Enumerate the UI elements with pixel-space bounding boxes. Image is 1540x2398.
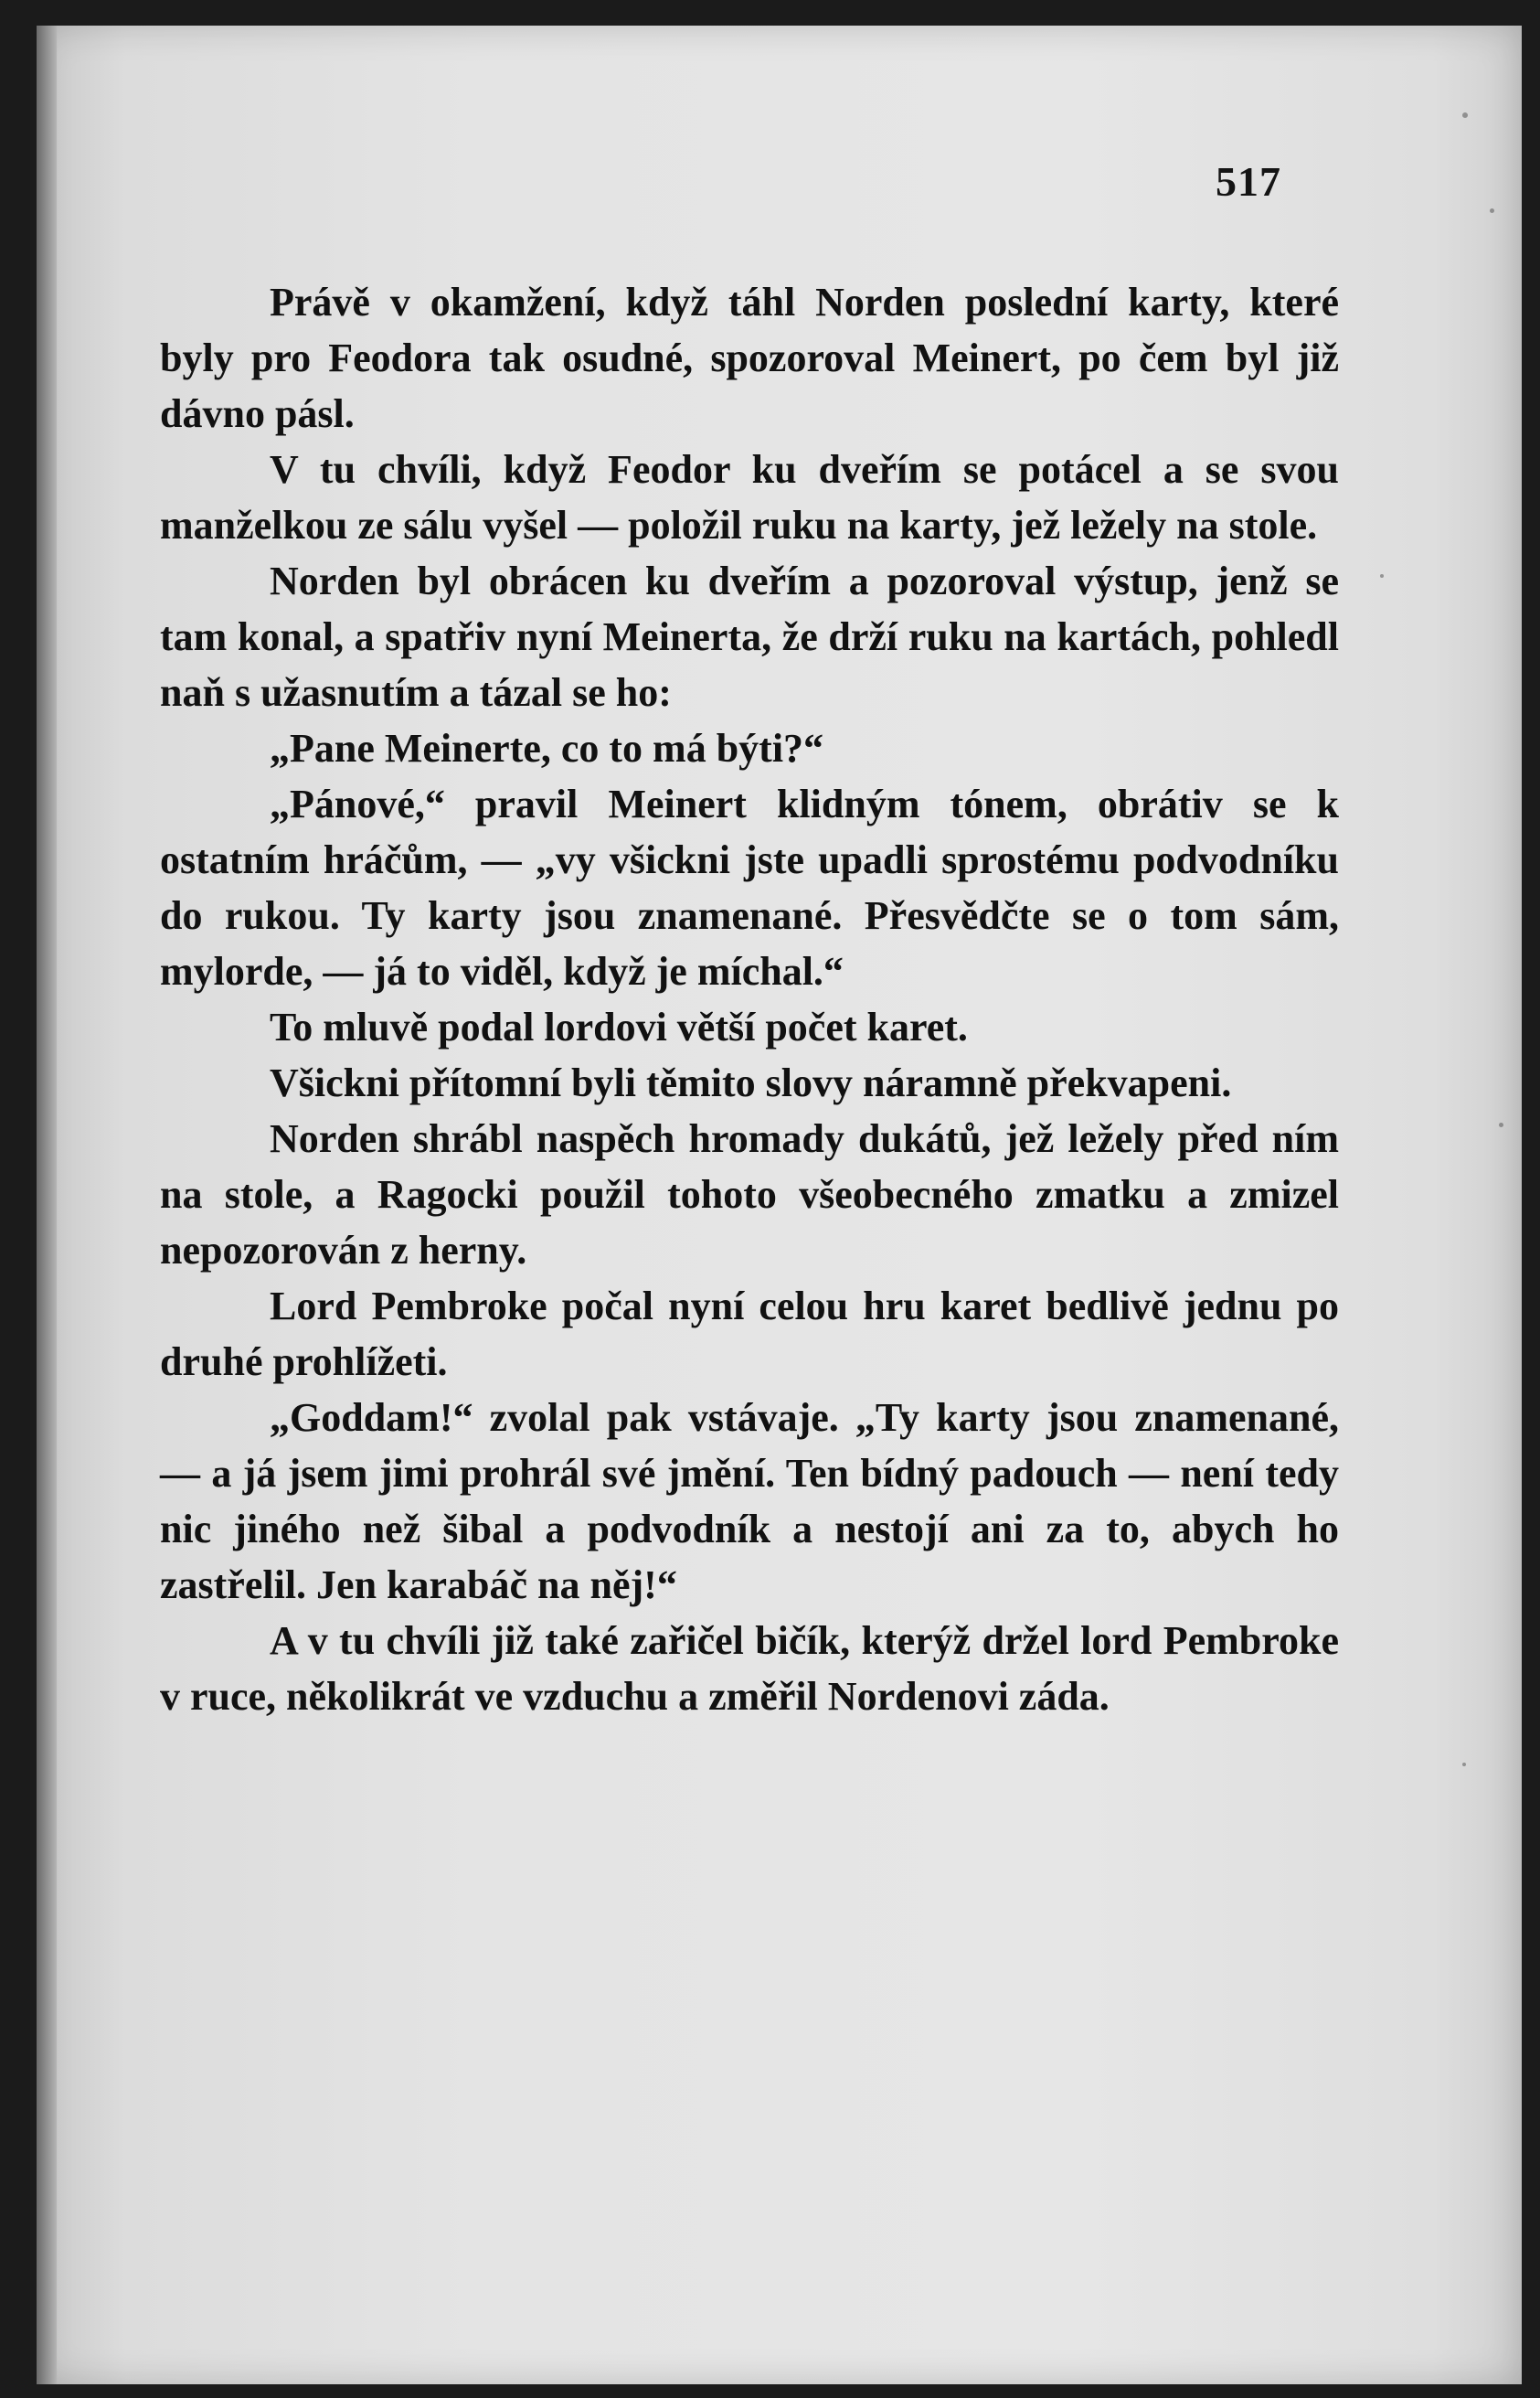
paragraph: Lord Pembroke počal nyní celou hru karet bedlivě jednu po druhé prohlížeti.	[160, 1284, 1339, 1384]
print-speck	[1490, 208, 1494, 213]
body-text	[160, 274, 1339, 1724]
paragraph: „Pane Meinerte, co to má býti?“	[270, 726, 824, 771]
paragraph: Norden byl obrácen ku dveřím a pozoroval výstup, jenž se tam konal, a spatřiv nyní Meinerta, že drží ruku na kartách, pohledl naň s užasnutím a tázal se ho:	[160, 559, 1339, 715]
paragraph: V tu chvíli, když Feodor ku dveřím se potácel a se svou manželkou ze sálu vyšel — položil ruku na karty, jež ležely na stole.	[160, 447, 1339, 548]
print-speck	[1462, 1763, 1466, 1766]
paragraph: Všickni přítomní byli těmito slovy náramně překvapeni.	[270, 1060, 1232, 1105]
paragraph: Norden shrábl naspěch hromady dukátů, jež ležely před ním na stole, a Ragocki použil tohoto všeobecného zmatku a zmizel nepozorován z herny.	[160, 1116, 1339, 1273]
paragraph: A v tu chvíli již také zařičel bičík, kterýž držel lord Pembroke v ruce, několikrát ve vzduchu a změřil Nordenovi záda.	[160, 1618, 1339, 1719]
paragraph: Právě v okamžení, když táhl Norden poslední karty, které byly pro Feodora tak osudné, spozoroval Meinert, po čem byl již dávno pásl.	[160, 280, 1339, 436]
paragraph: To mluvě podal lordovi větší počet karet.	[270, 1005, 968, 1050]
print-speck	[1380, 574, 1384, 578]
paragraph: „Goddam!“ zvolal pak vstávaje. „Ty karty jsou znamenané, — a já jsem jimi prohrál své jmění. Ten bídný padouch — není tedy nic jiného než šibal a podvodník a nestojí ani za to, abych ho zastřelil. Jen karabáč na něj!“	[160, 1395, 1339, 1607]
print-speck	[1499, 1123, 1503, 1127]
page-number: 517	[1216, 158, 1281, 205]
paragraph: „Pánové,“ pravil Meinert klidným tónem, obrátiv se k ostatním hráčům, — „vy všickni jste upadli sprostému podvodníku do rukou. Ty karty jsou znamenané. Přesvědčte se o tom sám, mylorde, — já to viděl, když je míchal.“	[160, 782, 1339, 994]
page-spine-shadow	[37, 26, 57, 2384]
print-speck	[1462, 112, 1468, 118]
